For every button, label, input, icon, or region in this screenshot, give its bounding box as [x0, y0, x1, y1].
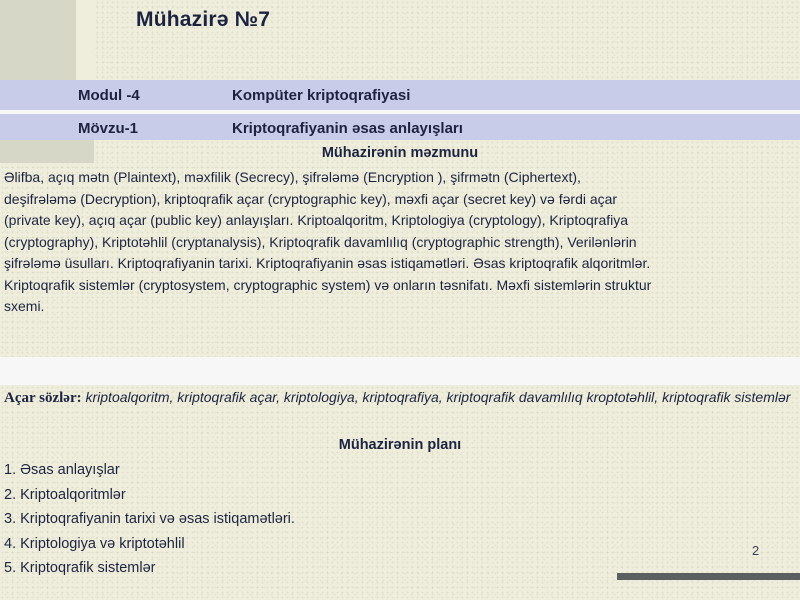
topic-label: Mövzu-1	[78, 120, 138, 137]
plan-item: 1. Əsas anlayışlar	[4, 462, 120, 478]
content-paragraph	[4, 167, 796, 318]
content-line: (private key), açıq açar (public key) anlayışları. Kriptoalqoritm, Kriptologiya (cryptology), Kriptoqrafiya	[4, 212, 629, 228]
plan-item: 5. Kriptoqrafik sistemlər	[4, 560, 156, 576]
content-line: Əlifba, açıq mətn (Plaintext), məxfilik (Secrecy), şifrələmə (Encryption ), şifrmətn (Ciphertext),	[4, 169, 581, 185]
plan-heading: Mühazirənin planı	[338, 437, 462, 453]
module-label: Modul -4	[78, 87, 140, 104]
content-heading: Mühazirənin məzmunu	[321, 145, 479, 161]
content-line: şifrələmə üsulları. Kriptoqrafiyanin tarixi. Kriptoqrafiyanin əsas istiqamətləri. Əsas kriptoqrafik alqoritmlər.	[4, 255, 651, 271]
topic-value: Kriptoqrafiyanin əsas anlayışları	[232, 120, 463, 137]
slide-title: Mühazirə №7	[136, 8, 271, 31]
module-value: Kompüter kriptoqrafiyasi	[232, 87, 411, 104]
bottom-decor-bar	[617, 573, 800, 580]
content-line: deşifrələmə (Decryption), kriptoqrafik açar (cryptographic key), məxfi açar (secret key) və fərdi açar	[4, 190, 618, 207]
content-line: Kriptoqrafik sistemlər (cryptosystem, cryptographic system) və onların təsnifatı. Məxfi sistemlərin struktur	[4, 276, 652, 293]
plan-item: 4. Kriptologiya və kriptotəhlil	[4, 535, 185, 552]
content-line: (cryptography), Kriptotəhlil (cryptanalysis), Kriptoqrafik davamlılıq (cryptographic strength), Verilənlərin	[4, 233, 637, 250]
left-decor-notch	[76, 0, 94, 80]
plan-item: 2. Kriptoalqoritmlər	[4, 486, 126, 503]
page-number: 2	[752, 543, 760, 558]
keywords-label: Açar sözlər:	[4, 390, 82, 406]
content-line: sxemi.	[4, 298, 45, 314]
keywords-block	[4, 386, 796, 410]
plan-item: 3. Kriptoqrafiyanin tarixi və əsas istiqamətləri.	[4, 511, 295, 527]
keywords-list: kriptoalqoritm, kriptoqrafik açar, kriptologiya, kriptoqrafiya, kriptoqrafik davamlılıq kroptotəhlil, kriptoqrafik sistemlər	[85, 389, 791, 405]
plan-list	[4, 458, 295, 581]
white-band	[0, 357, 800, 385]
